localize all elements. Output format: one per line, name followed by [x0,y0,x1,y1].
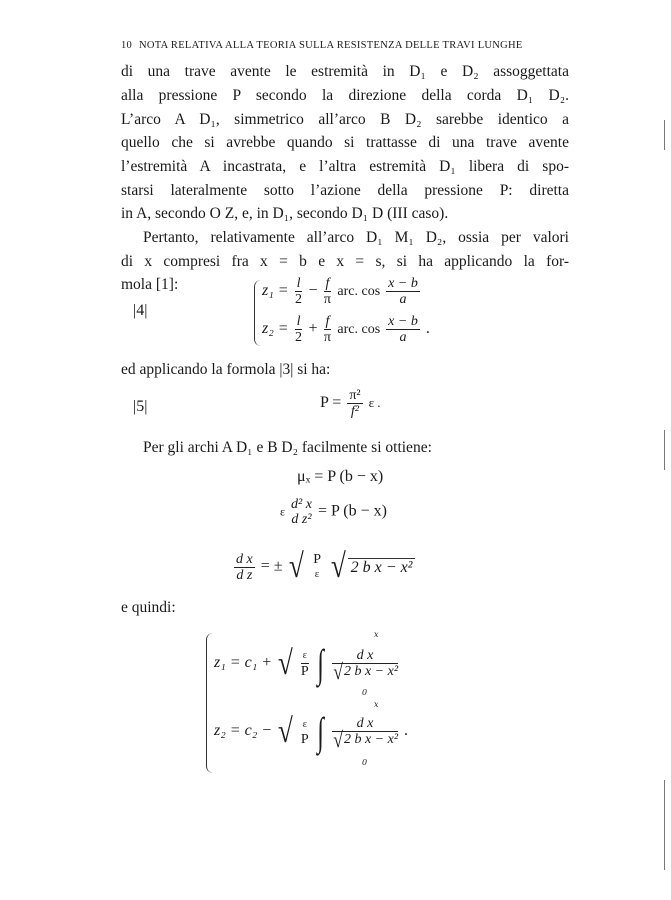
scan-edge-mark [664,430,665,470]
equation-z1: z₁ = $\frac{l}{2}$ − $\frac{f}{\pi}$ arc. cos $\frac{x - b}{a}$ [262,276,418,307]
scan-edge-mark [664,780,665,870]
text-line: quello che si avrebbe quando si trattasse di una trave avente [121,134,569,151]
integral-lower-limit: 0 [362,688,368,697]
brace [254,280,261,346]
equation-label: |4| [133,302,148,319]
text-line: Pertanto, relativamente all’arco D₁ M₁ D₂, ossia per valori [143,229,569,246]
equation-dxdz: $\frac{\text{d x}}{\text{d z}}$ = ± √ P ε √ 2 b x − x² [232,548,415,586]
equation-z2-integral: z₂ = c₂ − √ ε P ∫ $\frac{\text{d x}}{\text{√2 b x − x²}}$ . [214,709,409,754]
equation-label: |5| [133,398,148,415]
text-line: di x compresi fra x = b e x = s, si ha applicando la for- [121,253,569,270]
equation-p: P = $\frac{\text{π²}}{\text{f²}}$ ε . [320,388,381,419]
text-line: mola [1]: [121,276,179,293]
integral-upper-limit: x [374,700,379,709]
text-line: starsi lateralmente sotto l’azione della pressione P: diretta [121,182,569,199]
running-title: NOTA RELATIVA ALLA TEORIA SULLA RESISTENZA DELLE TRAVI LUNGHE [139,40,523,51]
text-line: e quindi: [121,599,176,616]
brace [206,633,213,773]
integral-upper-limit: x [374,630,379,639]
text-line: l’estremità A incastrata, e l’altra estremità D₁ libera di spo- [121,158,569,175]
equation-z1-integral: z₁ = c₁ + √ $\frac{\varepsilon}{P}$ ∫ $\frac{\text{d x}}{\text{√2 b x − x²}}$ [214,641,399,686]
text-line: di una trave avente le estremità in D₁ e D₂ assoggettata [121,63,569,80]
equation-mu: μₓ = P (b − x) [297,468,384,485]
equation-d2: ε d² x d z² = P (b − x) [280,497,387,527]
scan-edge-mark [664,120,665,150]
page-number: 10 [121,40,133,51]
text-line: L’arco A D₁, simmetrico all’arco B D₂ sarebbe identico a [121,111,569,128]
equation-z2: z₂ = $\frac{l}{2}$ + $\frac{f}{\pi}$ arc. cos $\frac{x - b}{a}$ . [262,314,430,345]
text-line: in A, secondo O Z, e, in D₁, secondo D₁ D (III caso). [121,205,449,222]
text-line: alla pressione P secondo la direzione della corda D₁ D₂. [121,87,569,104]
running-header [121,40,571,51]
text-line: ed applicando la formola |3| si ha: [121,361,331,378]
text-line: Per gli archi A D₁ e B D₂ facilmente si ottiene: [143,439,432,456]
integral-lower-limit: 0 [362,758,368,767]
